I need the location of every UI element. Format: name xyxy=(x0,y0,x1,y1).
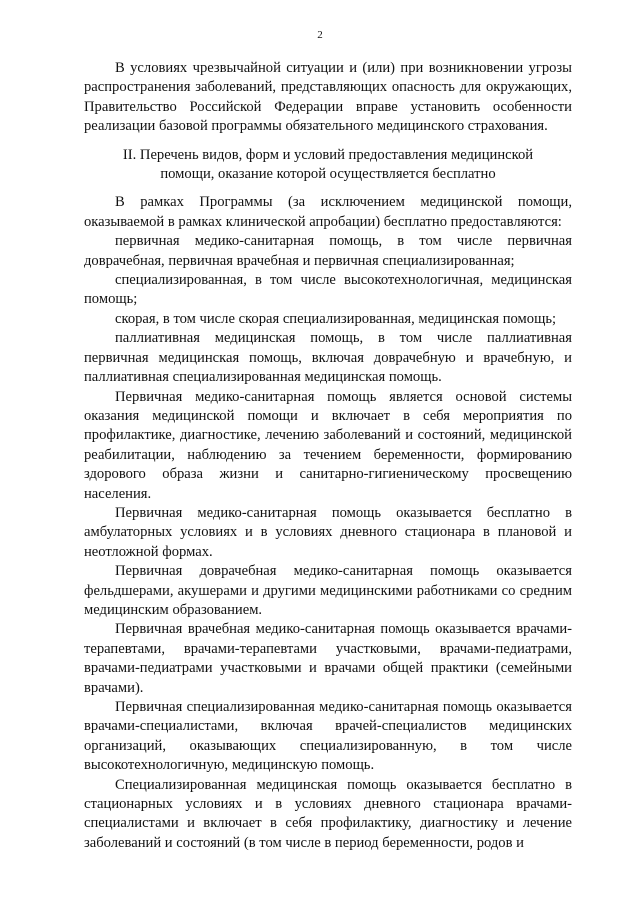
paragraph-emergency-conditions: В условиях чрезвычайной ситуации и (или) при возникновении угрозы распространения заболеваний, представляющих опасность для окружающих, Правительство Российской Федерации вправе установить особенности реализации базовой программы обязательного медицинского страхования. xyxy=(84,60,572,135)
paragraph-specialized-care: Специализированная медицинская помощь оказывается бесплатно в стационарных условиях и в условиях дневного стационара врачами-специалистами и включает в себя профилактику, диагностику и лечение заболеваний и состояний (в том числе в период беременности, родов и xyxy=(84,776,572,851)
list-item-palliative-care: паллиативная медицинская помощь, в том числе паллиативная первичная медицинская помощь, включая доврачебную и врачебную, и паллиативная специализированная медицинская помощь. xyxy=(84,330,572,386)
section-title: II. Перечень видов, форм и условий предоставления медицинской помощи, оказание которой осуществляется бесплатно xyxy=(122,146,534,183)
page-number: 2 xyxy=(317,29,323,41)
paragraph-program-scope: В рамках Программы (за исключением медицинской помощи, оказываемой в рамках клинической апробации) бесплатно предоставляются: xyxy=(84,194,572,230)
paragraph-primary-care-forms: Первичная медико-санитарная помощь оказывается бесплатно в амбулаторных условиях и в условиях дневного стационара в плановой и неотложной формах. xyxy=(84,504,572,560)
paragraph-specialized-primary-care: Первичная специализированная медико-санитарная помощь оказывается врачами-специалистами, включая врачей-специалистов медицинских организаций, оказывающих специализированную, в том числе высокотехнологичную, медицинскую помощь. xyxy=(84,699,572,774)
list-item-primary-care: первичная медико-санитарная помощь, в том числе первичная доврачебная, первичная врачебная и первичная специализированная; xyxy=(84,233,572,269)
paragraph-primary-care-definition: Первичная медико-санитарная помощь является основой системы оказания медицинской помощи и включает в себя мероприятия по профилактике, диагностике, лечению заболеваний и состояний, медицинской реабилитации, наблюдению за течением беременности, формированию здорового образа жизни и санитарно-гигиеническому просвещению населения. xyxy=(84,388,572,502)
list-item-specialized-care: специализированная, в том числе высокотехнологичная, медицинская помощь; xyxy=(84,272,572,308)
paragraph-physician-care: Первичная врачебная медико-санитарная помощь оказывается врачами-терапевтами, врачами-терапевтами участковыми, врачами-педиатрами, врачами-педиатрами участковыми и врачами общей практики (семейными врачами). xyxy=(84,621,572,696)
list-item-emergency-care: скорая, в том числе скорая специализированная, медицинская помощь; xyxy=(115,310,557,327)
paragraph-prephysician-care: Первичная доврачебная медико-санитарная помощь оказывается фельдшерами, акушерами и другими медицинскими работниками со средним медицинским образованием. xyxy=(84,563,572,618)
document-body xyxy=(84,59,572,853)
